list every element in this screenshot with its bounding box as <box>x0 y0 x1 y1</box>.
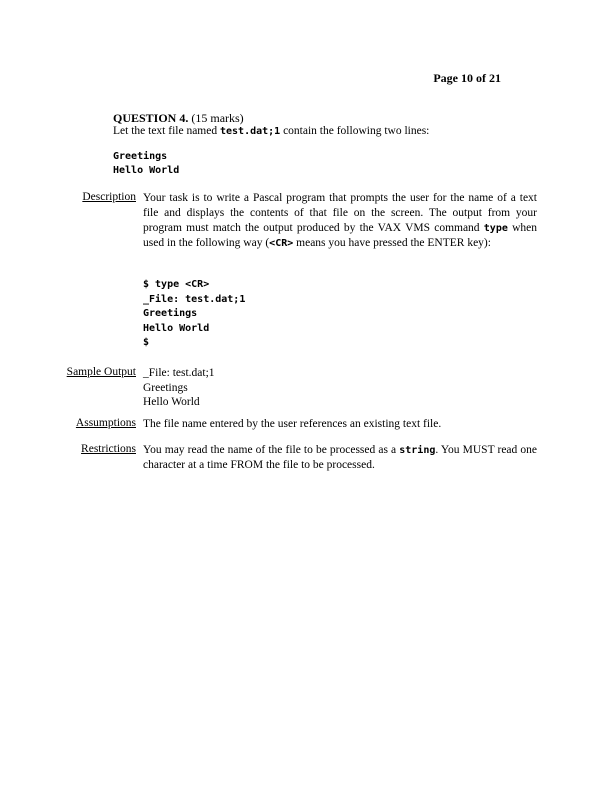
description-text <box>143 191 537 251</box>
restrictions-part-2: . You MUST read one character at a time FROM the file to be processed. <box>143 444 537 471</box>
file-line: Greetings <box>113 151 168 162</box>
description-cr: <CR> <box>269 238 294 249</box>
restrictions-part-1: You may read the name of the file to be processed as a <box>143 444 400 456</box>
code-line: _File: test.dat;1 <box>143 293 246 305</box>
file-line: Hello World <box>113 165 180 176</box>
intro-text-before: Let the text file named <box>113 125 220 137</box>
code-line: Greetings <box>143 308 198 319</box>
sample-output-line: _File: test.dat;1 <box>143 367 215 379</box>
code-line: $ <box>143 337 150 348</box>
description-part-2: when used in the following way ( <box>143 222 537 249</box>
description-label: Description <box>82 191 136 203</box>
code-line: Hello World <box>143 322 210 334</box>
sample-output-line: Greetings <box>143 381 188 394</box>
sample-output-line: Hello World <box>143 396 200 408</box>
question-intro <box>113 125 429 137</box>
description-part-3: means you have pressed the ENTER key): <box>293 237 491 249</box>
assumptions-text: The file name entered by the user references an existing text file. <box>143 418 442 430</box>
assumptions-label: Assumptions <box>75 417 136 429</box>
code-line: $ type <CR> <box>143 279 210 290</box>
question-title: QUESTION 4. <box>113 111 189 125</box>
page-number: Page 10 of 21 <box>433 71 501 85</box>
intro-text-after: contain the following two lines: <box>280 125 430 137</box>
file-contents <box>113 150 179 178</box>
sample-output-label: Sample Output <box>66 366 136 378</box>
sample-output-text <box>143 366 537 410</box>
restrictions-label: Restrictions <box>81 443 136 455</box>
description-part-1: Your task is to write a Pascal program that prompts the user for the name of a text file and displays the contents of that file on the screen. The output from your program must match the output produced by the VAX VMS command <box>143 192 537 234</box>
intro-filename: test.dat;1 <box>219 126 281 137</box>
question-heading <box>113 111 244 126</box>
description-command: type <box>483 223 508 234</box>
question-marks: (15 marks) <box>191 111 244 125</box>
code-example <box>143 278 245 351</box>
restrictions-text <box>143 443 537 473</box>
restrictions-type-word: string <box>399 445 436 456</box>
